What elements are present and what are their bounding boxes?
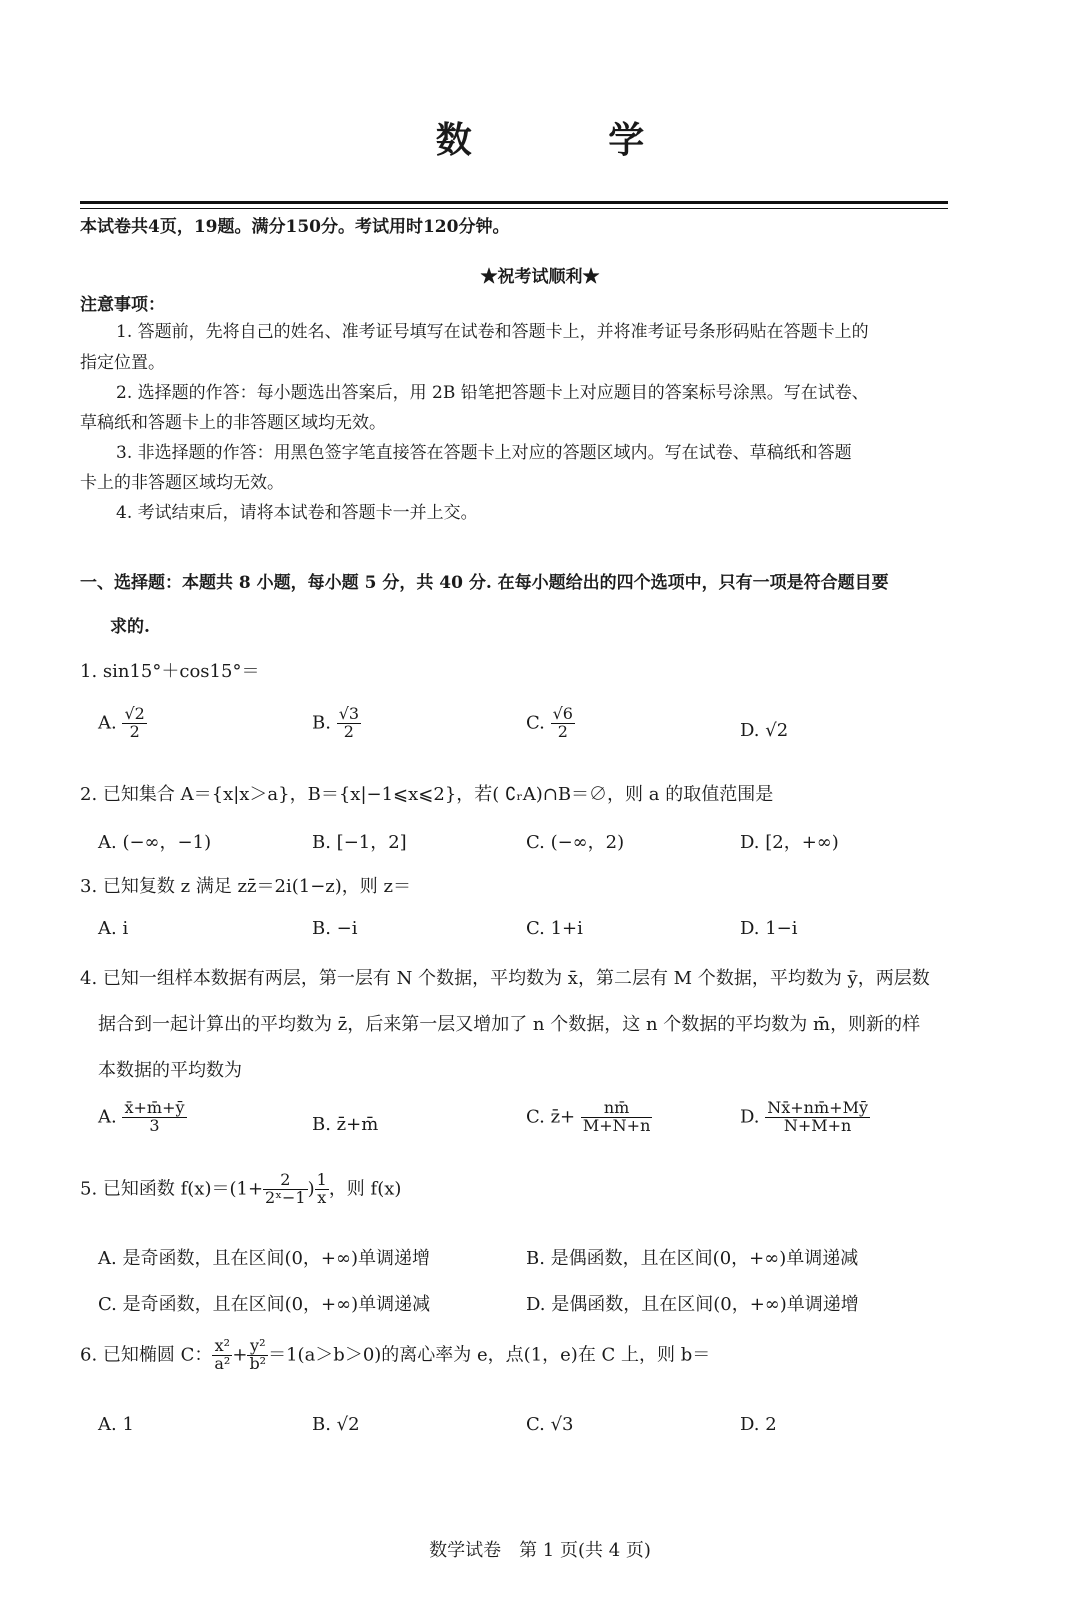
q3-option-b: B. −i bbox=[312, 918, 358, 939]
q1-a-den: 2 bbox=[129, 721, 140, 741]
q1-b-label: B. bbox=[312, 712, 331, 734]
q4-a-fraction bbox=[122, 1100, 186, 1135]
q6-option-c: C. √3 bbox=[526, 1414, 574, 1435]
notice-item-3-line1: 3. 非选择题的作答：用黑色签字笔直接答在答题卡上对应的答题区域内。写在试卷、草稿纸和答题 bbox=[116, 443, 852, 463]
notice-item-2-line2: 草稿纸和答题卡上的非答题区域均无效。 bbox=[80, 413, 386, 433]
page-footer: 数学试卷 第 1 页(共 4 页) bbox=[429, 1540, 651, 1561]
header-rule-thin bbox=[80, 208, 948, 209]
q2-option-d: D. [2，+∞) bbox=[740, 832, 839, 853]
q1-b-num: √3 bbox=[338, 704, 360, 723]
notice-item-3-line2: 卡上的非答题区域均无效。 bbox=[80, 473, 284, 493]
q1-stem: 1. sin15°＋cos15°＝ bbox=[80, 661, 260, 682]
q6-stem-post: ＝1(a＞b＞0)的离心率为 e，点(1，e)在 C 上，则 b＝ bbox=[268, 1344, 711, 1366]
header-rule-thick bbox=[80, 201, 948, 204]
q1-c-fraction bbox=[551, 706, 575, 741]
q3-option-d: D. 1−i bbox=[740, 918, 798, 939]
q4-c-num: nm̄ bbox=[581, 1100, 653, 1118]
q4-option-a bbox=[98, 1100, 187, 1135]
q1-b-den: 2 bbox=[343, 721, 354, 741]
q5-g-num: 1 bbox=[316, 1170, 327, 1189]
q6-y-num: y² bbox=[247, 1338, 268, 1356]
q4-a-den: 3 bbox=[149, 1115, 160, 1135]
q5-fraction-g bbox=[315, 1172, 329, 1207]
q4-d-den: N+M+n bbox=[783, 1115, 852, 1135]
q1-c-num: √6 bbox=[552, 704, 573, 723]
q2-option-a: A. (−∞，−1) bbox=[98, 832, 212, 853]
notice-item-2-line1: 2. 选择题的作答：每小题选出答案后，用 2B 铅笔把答题卡上对应题目的答案标号涂黑。写在试卷、 bbox=[116, 383, 869, 403]
q5-option-b: B. 是偶函数，且在区间(0，+∞)单调递减 bbox=[526, 1248, 859, 1269]
notice-heading: 注意事项： bbox=[80, 295, 165, 315]
q4-option-b: B. z̄+m̄ bbox=[312, 1114, 379, 1135]
q5-option-d: D. 是偶函数，且在区间(0，+∞)单调递增 bbox=[526, 1294, 859, 1315]
q6-fraction-y bbox=[247, 1338, 268, 1373]
q5-option-c: C. 是奇函数，且在区间(0，+∞)单调递减 bbox=[98, 1294, 431, 1315]
page-title: 数 学 bbox=[435, 119, 707, 161]
q3-option-c: C. 1+i bbox=[526, 918, 583, 939]
q1-b-fraction bbox=[337, 706, 361, 741]
section-heading-line1: 一、选择题：本题共 8 小题，每小题 5 分，共 40 分. 在每小题给出的四个选项中，只有一项是符合题目要 bbox=[80, 573, 889, 593]
q4-d-label: D. bbox=[740, 1106, 760, 1128]
q3-stem: 3. 已知复数 z 满足 zz̄＝2i(1−z)，则 z＝ bbox=[80, 876, 411, 897]
notice-item-4-line1: 4. 考试结束后，请将本试卷和答题卡一并上交。 bbox=[116, 503, 478, 523]
q1-option-b bbox=[312, 706, 361, 741]
q1-c-den: 2 bbox=[557, 721, 568, 741]
q6-y-den: b² bbox=[249, 1353, 267, 1373]
good-luck-banner: ★祝考试顺利★ bbox=[480, 267, 600, 287]
q5-g-den: x bbox=[317, 1187, 327, 1207]
q5-stem-pre: 5. 已知函数 f(x)＝(1+ bbox=[80, 1178, 264, 1200]
exam-intro: 本试卷共4页，19题。满分150分。考试用时120分钟。 bbox=[80, 217, 510, 237]
q6-x-num: x² bbox=[212, 1338, 232, 1356]
q2-stem: 2. 已知集合 A＝{x|x＞a}，B＝{x|−1⩽x⩽2}，若( ∁ᵣA)∩B＝∅，则 a 的取值范围是 bbox=[80, 784, 774, 805]
q5-stem-mid: ) bbox=[307, 1178, 315, 1200]
q6-option-b: B. √2 bbox=[312, 1414, 360, 1435]
q1-c-label: C. bbox=[526, 712, 545, 734]
q6-option-a: A. 1 bbox=[98, 1414, 134, 1435]
q4-option-d bbox=[740, 1100, 870, 1135]
q5-f-den: 2ˣ−1 bbox=[265, 1187, 306, 1207]
q4-d-fraction bbox=[765, 1100, 870, 1135]
q1-a-label: A. bbox=[98, 712, 117, 734]
q4-c-fraction bbox=[581, 1100, 653, 1135]
q4-stem-line3: 本数据的平均数为 bbox=[98, 1060, 242, 1081]
q4-option-c bbox=[526, 1100, 652, 1135]
q2-option-b: B. [−1，2] bbox=[312, 832, 407, 853]
q4-stem-line1: 4. 已知一组样本数据有两层，第一层有 N 个数据，平均数为 x̄，第二层有 M 个数据，平均数为 ȳ，两层数 bbox=[80, 968, 930, 989]
q4-a-label: A. bbox=[98, 1106, 117, 1128]
q4-a-num: x̄+m̄+ȳ bbox=[124, 1098, 185, 1117]
q5-stem bbox=[80, 1172, 401, 1207]
q6-option-d: D. 2 bbox=[740, 1414, 777, 1435]
q6-x-den: a² bbox=[214, 1353, 231, 1373]
q6-plus: + bbox=[232, 1344, 248, 1366]
q4-stem-line2: 据合到一起计算出的平均数为 z̄，后来第一层又增加了 n 个数据，这 n 个数据的平均数为 m̄，则新的样 bbox=[98, 1014, 921, 1035]
q4-d-num: Nx̄+nm̄+Mȳ bbox=[767, 1098, 868, 1117]
q1-option-d: D. √2 bbox=[740, 720, 789, 741]
q5-fraction-f bbox=[263, 1172, 308, 1207]
q4-c-label: C. z̄+ bbox=[526, 1106, 576, 1128]
q5-stem-post: ，则 f(x) bbox=[328, 1178, 402, 1200]
q3-option-a: A. i bbox=[98, 918, 129, 939]
q6-stem bbox=[80, 1338, 710, 1373]
section-heading-line2: 求的. bbox=[110, 617, 150, 637]
q1-option-a bbox=[98, 706, 147, 741]
q4-c-den: M+N+n bbox=[582, 1115, 651, 1135]
q1-a-fraction bbox=[122, 706, 146, 741]
q5-option-a: A. 是奇函数，且在区间(0，+∞)单调递增 bbox=[98, 1248, 431, 1269]
q5-f-num: 2 bbox=[263, 1172, 308, 1190]
q1-a-num: √2 bbox=[124, 704, 145, 723]
q2-option-c: C. (−∞，2) bbox=[526, 832, 625, 853]
notice-item-1-line1: 1. 答题前，先将自己的姓名、准考证号填写在试卷和答题卡上，并将准考证号条形码贴在答题卡上的 bbox=[116, 322, 869, 342]
q6-stem-pre: 6. 已知椭圆 C： bbox=[80, 1344, 213, 1366]
notice-item-1-line2: 指定位置。 bbox=[80, 353, 165, 373]
q1-option-c bbox=[526, 706, 575, 741]
q6-fraction-x bbox=[212, 1338, 232, 1373]
